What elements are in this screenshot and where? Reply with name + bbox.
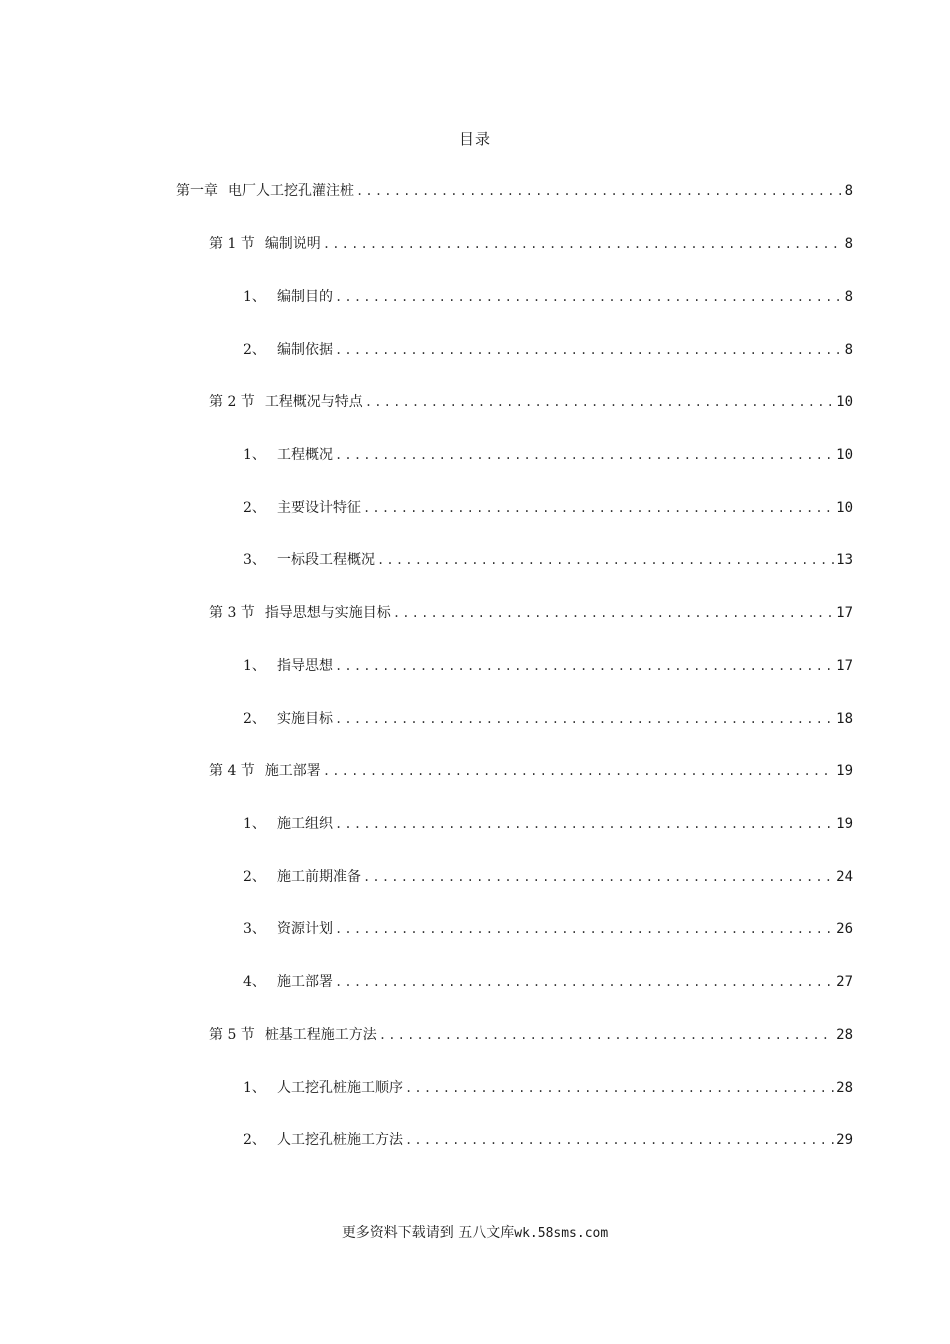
toc-entry-chapter-1[interactable] xyxy=(176,181,853,201)
toc-entry-item[interactable] xyxy=(243,814,853,834)
toc-dot-leader xyxy=(335,709,834,729)
toc-entry-number: 第一章 xyxy=(176,183,218,199)
toc-entry-number: 3、 xyxy=(243,921,266,937)
toc-entry-text: 电厂人工挖孔灌注桩 xyxy=(228,183,354,199)
toc-entry-item[interactable] xyxy=(243,867,853,887)
toc-title: 目录 xyxy=(458,130,491,148)
toc-entry-section-1[interactable] xyxy=(209,234,853,254)
toc-entry-item[interactable] xyxy=(243,1078,853,1098)
toc-entry-page: 10 xyxy=(836,447,853,463)
toc-entry-page: 28 xyxy=(836,1080,853,1096)
toc-entry-text: 指导思想与实施目标 xyxy=(264,605,391,621)
toc-entry-page: 27 xyxy=(836,974,853,990)
toc-entry-page: 24 xyxy=(836,869,853,885)
toc-entry-page: 26 xyxy=(836,921,853,937)
toc-dot-leader xyxy=(356,181,843,201)
toc-entry-page: 8 xyxy=(844,289,853,305)
toc-entry-text: 编制目的 xyxy=(277,289,333,305)
toc-dot-leader xyxy=(393,603,834,623)
toc-dot-leader xyxy=(335,287,843,307)
toc-entry-page: 17 xyxy=(836,605,853,621)
toc-entry-text: 指导思想 xyxy=(277,658,333,674)
toc-dot-leader xyxy=(335,919,834,939)
toc-dot-leader xyxy=(365,392,834,412)
toc-dot-leader xyxy=(335,445,834,465)
toc-entry-item[interactable] xyxy=(243,972,853,992)
toc-entry-page: 28 xyxy=(836,1027,853,1043)
toc-entry-page: 29 xyxy=(836,1132,853,1148)
toc-entry-number: 2、 xyxy=(243,869,266,885)
toc-entry-number: 2、 xyxy=(243,342,266,358)
page-footer xyxy=(0,1222,950,1242)
toc-entry-number: 第 4 节 xyxy=(209,763,255,779)
toc-entry-number: 2、 xyxy=(243,1132,266,1148)
toc-entry-text: 人工挖孔桩施工顺序 xyxy=(277,1080,403,1096)
toc-entry-text: 一标段工程概况 xyxy=(277,552,375,568)
toc-entry-number: 1、 xyxy=(243,289,266,305)
toc-entry-item[interactable] xyxy=(243,445,853,465)
toc-entry-text: 工程概况 xyxy=(277,447,333,463)
toc-dot-leader xyxy=(335,340,843,360)
toc-entry-item[interactable] xyxy=(243,1130,853,1150)
toc-dot-leader xyxy=(405,1130,834,1150)
toc-dot-leader xyxy=(377,550,834,570)
toc-entry-page: 19 xyxy=(836,763,853,779)
toc-entry-text: 实施目标 xyxy=(277,711,333,727)
toc-entry-number: 3、 xyxy=(243,552,266,568)
toc-entry-item[interactable] xyxy=(243,709,853,729)
toc-entry-text: 桩基工程施工方法 xyxy=(264,1027,377,1043)
toc-entry-number: 1、 xyxy=(243,816,266,832)
toc-entry-text: 工程概况与特点 xyxy=(264,394,363,410)
toc-entry-item[interactable] xyxy=(243,287,853,307)
toc-entry-text: 人工挖孔桩施工方法 xyxy=(277,1132,403,1148)
toc-entry-number: 第 1 节 xyxy=(209,236,255,252)
toc-entry-section-3[interactable] xyxy=(209,603,853,623)
toc-entry-item[interactable] xyxy=(243,340,853,360)
footer-text: 更多资料下载请到 五八文库 xyxy=(341,1225,515,1241)
toc-entry-number: 1、 xyxy=(243,1080,266,1096)
footer-site-link[interactable]: wk.58sms.com xyxy=(514,1226,609,1241)
toc-entry-number: 2、 xyxy=(243,711,266,727)
toc-entry-text: 施工部署 xyxy=(277,974,333,990)
toc-entry-page: 8 xyxy=(844,342,853,358)
toc-entry-page: 13 xyxy=(836,552,853,568)
toc-entry-page: 10 xyxy=(836,394,853,410)
toc-entry-text: 编制依据 xyxy=(277,342,333,358)
toc-entry-item[interactable] xyxy=(243,550,853,570)
toc-entry-page: 19 xyxy=(836,816,853,832)
toc-entry-number: 1、 xyxy=(243,658,266,674)
toc-entry-number: 4、 xyxy=(243,974,266,990)
toc-entry-text: 施工部署 xyxy=(264,763,321,779)
toc-entry-item[interactable] xyxy=(243,498,853,518)
toc-entry-page: 17 xyxy=(836,658,853,674)
toc-entry-section-2[interactable] xyxy=(209,392,853,412)
toc-entry-number: 第 5 节 xyxy=(209,1027,255,1043)
toc-entry-page: 10 xyxy=(836,500,853,516)
toc-entry-text: 编制说明 xyxy=(264,236,321,252)
toc-entry-number: 第 3 节 xyxy=(209,605,255,621)
toc-entry-section-4[interactable] xyxy=(209,761,853,781)
toc-entry-page: 18 xyxy=(836,711,853,727)
toc-entry-text: 施工组织 xyxy=(277,816,333,832)
toc-dot-leader xyxy=(405,1078,834,1098)
toc-entry-number: 第 2 节 xyxy=(209,394,255,410)
toc-dot-leader xyxy=(379,1025,834,1045)
toc-entry-text: 主要设计特征 xyxy=(277,500,361,516)
toc-dot-leader xyxy=(363,867,834,887)
toc-entry-item[interactable] xyxy=(243,919,853,939)
toc-dot-leader xyxy=(335,972,834,992)
toc-dot-leader xyxy=(335,656,834,676)
toc-entry-section-5[interactable] xyxy=(209,1025,853,1045)
toc-entry-page: 8 xyxy=(844,236,853,252)
toc-entry-text: 资源计划 xyxy=(277,921,333,937)
toc-entry-item[interactable] xyxy=(243,656,853,676)
toc-entry-number: 1、 xyxy=(243,447,266,463)
toc-dot-leader xyxy=(323,761,834,781)
toc-dot-leader xyxy=(335,814,834,834)
toc-entry-number: 2、 xyxy=(243,500,266,516)
toc-entry-text: 施工前期准备 xyxy=(277,869,361,885)
toc-dot-leader xyxy=(363,498,834,518)
toc-dot-leader xyxy=(323,234,843,254)
toc-entry-page: 8 xyxy=(844,183,853,199)
